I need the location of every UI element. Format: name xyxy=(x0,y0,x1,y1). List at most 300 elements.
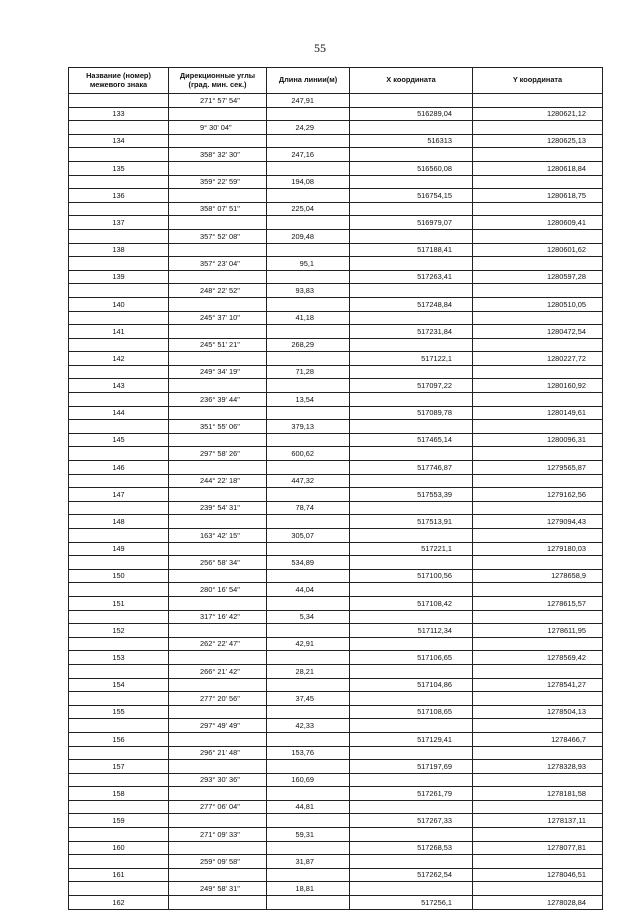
cell-name xyxy=(69,800,169,814)
cell-angle xyxy=(169,161,267,175)
table-row xyxy=(69,664,603,678)
cell-name xyxy=(69,583,169,597)
cell-angle: 277° 20' 56" xyxy=(169,692,267,706)
cell-y: 1278028,84 xyxy=(473,896,603,910)
cell-angle: 248° 22' 52" xyxy=(169,284,267,298)
cell-name xyxy=(69,828,169,842)
table-row xyxy=(69,107,603,121)
cell-name xyxy=(69,284,169,298)
cell-x xyxy=(350,800,473,814)
table-row xyxy=(69,828,603,842)
cell-y xyxy=(473,175,603,189)
cell-length: 59,31 xyxy=(267,828,350,842)
cell-name xyxy=(69,719,169,733)
cell-angle: 297° 49' 49" xyxy=(169,719,267,733)
cell-angle xyxy=(169,515,267,529)
cell-y xyxy=(473,365,603,379)
cell-name: 149 xyxy=(69,542,169,556)
cell-length: 42,91 xyxy=(267,637,350,651)
cell-x: 517122,1 xyxy=(350,352,473,366)
cell-x xyxy=(350,229,473,243)
cell-angle: 277° 06' 04" xyxy=(169,800,267,814)
table-row xyxy=(69,787,603,801)
cell-name: 148 xyxy=(69,515,169,529)
table-row xyxy=(69,896,603,910)
table-row xyxy=(69,624,603,638)
table-row xyxy=(69,855,603,869)
cell-angle xyxy=(169,705,267,719)
cell-x: 516560,08 xyxy=(350,161,473,175)
cell-length: 247,16 xyxy=(267,148,350,162)
cell-name: 161 xyxy=(69,868,169,882)
cell-angle xyxy=(169,243,267,257)
cell-length xyxy=(267,161,350,175)
cell-length xyxy=(267,406,350,420)
table-row xyxy=(69,393,603,407)
cell-y xyxy=(473,556,603,570)
cell-angle: 358° 07' 51" xyxy=(169,202,267,216)
cell-y: 1280160,92 xyxy=(473,379,603,393)
cell-name xyxy=(69,556,169,570)
table-row xyxy=(69,773,603,787)
table-header xyxy=(69,68,603,94)
cell-x: 516289,04 xyxy=(350,107,473,121)
cell-angle xyxy=(169,814,267,828)
cell-x xyxy=(350,420,473,434)
header-name: Название (номер) межевого знака xyxy=(69,68,169,94)
cell-length xyxy=(267,542,350,556)
cell-y xyxy=(473,420,603,434)
cell-y: 1280149,61 xyxy=(473,406,603,420)
table-row xyxy=(69,433,603,447)
cell-name xyxy=(69,855,169,869)
cell-name: 137 xyxy=(69,216,169,230)
cell-name: 135 xyxy=(69,161,169,175)
cell-length xyxy=(267,624,350,638)
cell-x: 516754,15 xyxy=(350,189,473,203)
cell-name xyxy=(69,338,169,352)
table-row xyxy=(69,841,603,855)
cell-y: 1280597,28 xyxy=(473,270,603,284)
cell-angle xyxy=(169,596,267,610)
cell-length xyxy=(267,189,350,203)
cell-x: 517089,78 xyxy=(350,406,473,420)
cell-name xyxy=(69,94,169,108)
cell-x: 517097,22 xyxy=(350,379,473,393)
cell-name xyxy=(69,501,169,515)
cell-x xyxy=(350,583,473,597)
table-row xyxy=(69,610,603,624)
cell-angle xyxy=(169,624,267,638)
cell-angle xyxy=(169,760,267,774)
cell-angle: 239° 54' 31" xyxy=(169,501,267,515)
cell-x xyxy=(350,257,473,271)
cell-length xyxy=(267,216,350,230)
cell-x xyxy=(350,882,473,896)
cell-x: 517553,39 xyxy=(350,488,473,502)
cell-name: 154 xyxy=(69,678,169,692)
cell-name xyxy=(69,637,169,651)
cell-length xyxy=(267,896,350,910)
cell-x xyxy=(350,148,473,162)
table-row xyxy=(69,175,603,189)
cell-length xyxy=(267,596,350,610)
table-row xyxy=(69,379,603,393)
cell-name: 146 xyxy=(69,461,169,475)
table-row xyxy=(69,189,603,203)
cell-name xyxy=(69,882,169,896)
table-row xyxy=(69,243,603,257)
cell-angle: 245° 37' 10" xyxy=(169,311,267,325)
cell-angle: 244° 22' 18" xyxy=(169,474,267,488)
cell-length xyxy=(267,243,350,257)
cell-y xyxy=(473,94,603,108)
cell-name: 150 xyxy=(69,569,169,583)
cell-y: 1280472,54 xyxy=(473,325,603,339)
cell-y: 1278658,9 xyxy=(473,569,603,583)
cell-angle: 271° 57' 54" xyxy=(169,94,267,108)
table-row xyxy=(69,229,603,243)
cell-x: 517188,41 xyxy=(350,243,473,257)
table-row xyxy=(69,474,603,488)
cell-angle xyxy=(169,189,267,203)
cell-length xyxy=(267,841,350,855)
cell-y xyxy=(473,311,603,325)
cell-x xyxy=(350,855,473,869)
cell-y: 1278137,11 xyxy=(473,814,603,828)
cell-angle: 266° 21' 42" xyxy=(169,664,267,678)
cell-y xyxy=(473,800,603,814)
table-row xyxy=(69,637,603,651)
cell-length xyxy=(267,134,350,148)
cell-name xyxy=(69,692,169,706)
cell-length: 209,48 xyxy=(267,229,350,243)
cell-angle: 359° 22' 59" xyxy=(169,175,267,189)
cell-angle xyxy=(169,107,267,121)
cell-name xyxy=(69,202,169,216)
cell-name xyxy=(69,229,169,243)
cell-angle xyxy=(169,297,267,311)
cell-name: 140 xyxy=(69,297,169,311)
cell-x: 517100,56 xyxy=(350,569,473,583)
cell-x: 517108,42 xyxy=(350,596,473,610)
table-row xyxy=(69,216,603,230)
cell-x xyxy=(350,121,473,135)
cell-length xyxy=(267,732,350,746)
cell-length: 93,83 xyxy=(267,284,350,298)
cell-name xyxy=(69,148,169,162)
cell-y xyxy=(473,664,603,678)
coordinates-table xyxy=(68,67,603,910)
cell-y: 1280609,41 xyxy=(473,216,603,230)
cell-y: 1278077,81 xyxy=(473,841,603,855)
cell-y xyxy=(473,583,603,597)
header-angle: Дирекционные углы (град. мин. сек.) xyxy=(169,68,267,94)
cell-y xyxy=(473,855,603,869)
cell-name xyxy=(69,420,169,434)
cell-angle: 262° 22' 47" xyxy=(169,637,267,651)
cell-name: 147 xyxy=(69,488,169,502)
table-row xyxy=(69,705,603,719)
cell-x: 517221,1 xyxy=(350,542,473,556)
cell-length xyxy=(267,379,350,393)
cell-y xyxy=(473,338,603,352)
cell-length: 31,87 xyxy=(267,855,350,869)
cell-angle: 256° 58' 34" xyxy=(169,556,267,570)
cell-length xyxy=(267,352,350,366)
cell-angle: 9° 30' 04" xyxy=(169,121,267,135)
table-row xyxy=(69,814,603,828)
table-row xyxy=(69,352,603,366)
table-row xyxy=(69,325,603,339)
header-y: Y координата xyxy=(473,68,603,94)
cell-y xyxy=(473,773,603,787)
cell-y xyxy=(473,121,603,135)
cell-x: 517197,69 xyxy=(350,760,473,774)
cell-x xyxy=(350,365,473,379)
cell-name: 133 xyxy=(69,107,169,121)
cell-length: 5,34 xyxy=(267,610,350,624)
cell-x xyxy=(350,773,473,787)
cell-length xyxy=(267,678,350,692)
cell-y: 1280618,75 xyxy=(473,189,603,203)
cell-name xyxy=(69,311,169,325)
cell-length xyxy=(267,569,350,583)
cell-length: 13,54 xyxy=(267,393,350,407)
cell-name xyxy=(69,746,169,760)
cell-angle xyxy=(169,542,267,556)
header-length: Длина линии(м) xyxy=(267,68,350,94)
cell-angle: 271° 09' 33" xyxy=(169,828,267,842)
cell-y: 1279180,03 xyxy=(473,542,603,556)
cell-name xyxy=(69,175,169,189)
cell-angle xyxy=(169,433,267,447)
cell-length: 534,89 xyxy=(267,556,350,570)
table-row xyxy=(69,488,603,502)
cell-y: 1280625,13 xyxy=(473,134,603,148)
cell-angle: 351° 55' 06" xyxy=(169,420,267,434)
cell-length: 225,04 xyxy=(267,202,350,216)
cell-name xyxy=(69,365,169,379)
cell-length xyxy=(267,488,350,502)
cell-name xyxy=(69,257,169,271)
cell-length: 194,08 xyxy=(267,175,350,189)
cell-y: 1278328,93 xyxy=(473,760,603,774)
cell-angle: 317° 16' 42" xyxy=(169,610,267,624)
cell-length: 18,81 xyxy=(267,882,350,896)
cell-x: 517231,84 xyxy=(350,325,473,339)
cell-length: 95,1 xyxy=(267,257,350,271)
cell-x xyxy=(350,746,473,760)
cell-x xyxy=(350,284,473,298)
table-row xyxy=(69,800,603,814)
table-row xyxy=(69,270,603,284)
table-row xyxy=(69,583,603,597)
cell-y: 1279094,43 xyxy=(473,515,603,529)
cell-length: 41,18 xyxy=(267,311,350,325)
cell-x: 517263,41 xyxy=(350,270,473,284)
cell-length xyxy=(267,461,350,475)
table-row xyxy=(69,311,603,325)
cell-y: 1279565,87 xyxy=(473,461,603,475)
cell-y: 1278466,7 xyxy=(473,732,603,746)
cell-angle xyxy=(169,270,267,284)
cell-angle xyxy=(169,406,267,420)
cell-angle: 297° 58' 26" xyxy=(169,447,267,461)
cell-name: 158 xyxy=(69,787,169,801)
cell-name: 142 xyxy=(69,352,169,366)
cell-length: 44,81 xyxy=(267,800,350,814)
cell-angle: 245° 51' 21" xyxy=(169,338,267,352)
cell-x: 517261,79 xyxy=(350,787,473,801)
table-row xyxy=(69,515,603,529)
table-row xyxy=(69,420,603,434)
cell-angle xyxy=(169,216,267,230)
cell-length xyxy=(267,651,350,665)
cell-angle xyxy=(169,325,267,339)
cell-length: 247,91 xyxy=(267,94,350,108)
cell-angle: 259° 09' 58" xyxy=(169,855,267,869)
cell-x: 516313 xyxy=(350,134,473,148)
cell-name: 162 xyxy=(69,896,169,910)
cell-y: 1280510,05 xyxy=(473,297,603,311)
cell-x xyxy=(350,202,473,216)
cell-angle: 296° 21' 48" xyxy=(169,746,267,760)
cell-name: 152 xyxy=(69,624,169,638)
cell-length: 600,62 xyxy=(267,447,350,461)
cell-angle xyxy=(169,841,267,855)
cell-x: 517268,53 xyxy=(350,841,473,855)
cell-y: 1278046,51 xyxy=(473,868,603,882)
cell-y xyxy=(473,610,603,624)
cell-length xyxy=(267,814,350,828)
cell-x xyxy=(350,664,473,678)
cell-length xyxy=(267,787,350,801)
cell-y xyxy=(473,284,603,298)
cell-name xyxy=(69,393,169,407)
cell-x xyxy=(350,311,473,325)
cell-y: 1279162,56 xyxy=(473,488,603,502)
cell-y: 1278611,95 xyxy=(473,624,603,638)
cell-name: 136 xyxy=(69,189,169,203)
cell-length: 160,69 xyxy=(267,773,350,787)
cell-angle: 163° 42' 15" xyxy=(169,529,267,543)
cell-name: 144 xyxy=(69,406,169,420)
cell-y xyxy=(473,529,603,543)
table-row xyxy=(69,284,603,298)
table-row xyxy=(69,651,603,665)
cell-x: 517513,91 xyxy=(350,515,473,529)
cell-x: 517104,86 xyxy=(350,678,473,692)
cell-name: 153 xyxy=(69,651,169,665)
table-row xyxy=(69,678,603,692)
cell-y xyxy=(473,692,603,706)
table-row xyxy=(69,732,603,746)
cell-angle xyxy=(169,651,267,665)
cell-angle: 236° 39' 44" xyxy=(169,393,267,407)
cell-x xyxy=(350,529,473,543)
table-row xyxy=(69,447,603,461)
cell-name: 155 xyxy=(69,705,169,719)
cell-angle: 358° 32' 30" xyxy=(169,148,267,162)
table-row xyxy=(69,760,603,774)
cell-name: 145 xyxy=(69,433,169,447)
cell-y xyxy=(473,229,603,243)
cell-name: 141 xyxy=(69,325,169,339)
table-row xyxy=(69,882,603,896)
cell-y: 1278615,57 xyxy=(473,596,603,610)
cell-name: 151 xyxy=(69,596,169,610)
cell-length xyxy=(267,107,350,121)
cell-x xyxy=(350,828,473,842)
cell-x xyxy=(350,501,473,515)
cell-angle xyxy=(169,488,267,502)
cell-x xyxy=(350,393,473,407)
cell-x xyxy=(350,610,473,624)
cell-x: 517248,84 xyxy=(350,297,473,311)
cell-angle xyxy=(169,732,267,746)
table-row xyxy=(69,719,603,733)
cell-x: 517256,1 xyxy=(350,896,473,910)
cell-x: 517746,87 xyxy=(350,461,473,475)
cell-length: 153,76 xyxy=(267,746,350,760)
cell-angle xyxy=(169,379,267,393)
page-number: 55 xyxy=(314,41,326,55)
table-row xyxy=(69,297,603,311)
cell-x: 517112,34 xyxy=(350,624,473,638)
cell-length: 268,29 xyxy=(267,338,350,352)
cell-x xyxy=(350,474,473,488)
cell-y: 1278504,13 xyxy=(473,705,603,719)
cell-y: 1278181,58 xyxy=(473,787,603,801)
cell-length: 78,74 xyxy=(267,501,350,515)
cell-length xyxy=(267,325,350,339)
cell-name: 139 xyxy=(69,270,169,284)
cell-name xyxy=(69,474,169,488)
table-row xyxy=(69,529,603,543)
cell-length xyxy=(267,270,350,284)
cell-length: 44,04 xyxy=(267,583,350,597)
cell-name xyxy=(69,529,169,543)
table-row xyxy=(69,406,603,420)
cell-angle: 249° 34' 19" xyxy=(169,365,267,379)
table-row xyxy=(69,569,603,583)
table-row xyxy=(69,501,603,515)
cell-y xyxy=(473,501,603,515)
cell-x xyxy=(350,338,473,352)
cell-y: 1280227,72 xyxy=(473,352,603,366)
cell-length: 24,29 xyxy=(267,121,350,135)
cell-y xyxy=(473,447,603,461)
cell-y xyxy=(473,637,603,651)
cell-name: 157 xyxy=(69,760,169,774)
cell-length: 305,07 xyxy=(267,529,350,543)
cell-angle xyxy=(169,787,267,801)
cell-x: 517129,41 xyxy=(350,732,473,746)
cell-x xyxy=(350,719,473,733)
cell-x: 517106,65 xyxy=(350,651,473,665)
cell-y: 1280096,31 xyxy=(473,433,603,447)
cell-x: 517267,33 xyxy=(350,814,473,828)
cell-length: 71,28 xyxy=(267,365,350,379)
table-row xyxy=(69,121,603,135)
table-row xyxy=(69,338,603,352)
cell-angle xyxy=(169,461,267,475)
table-row xyxy=(69,148,603,162)
cell-angle: 293° 30' 36" xyxy=(169,773,267,787)
cell-length xyxy=(267,433,350,447)
cell-name xyxy=(69,664,169,678)
